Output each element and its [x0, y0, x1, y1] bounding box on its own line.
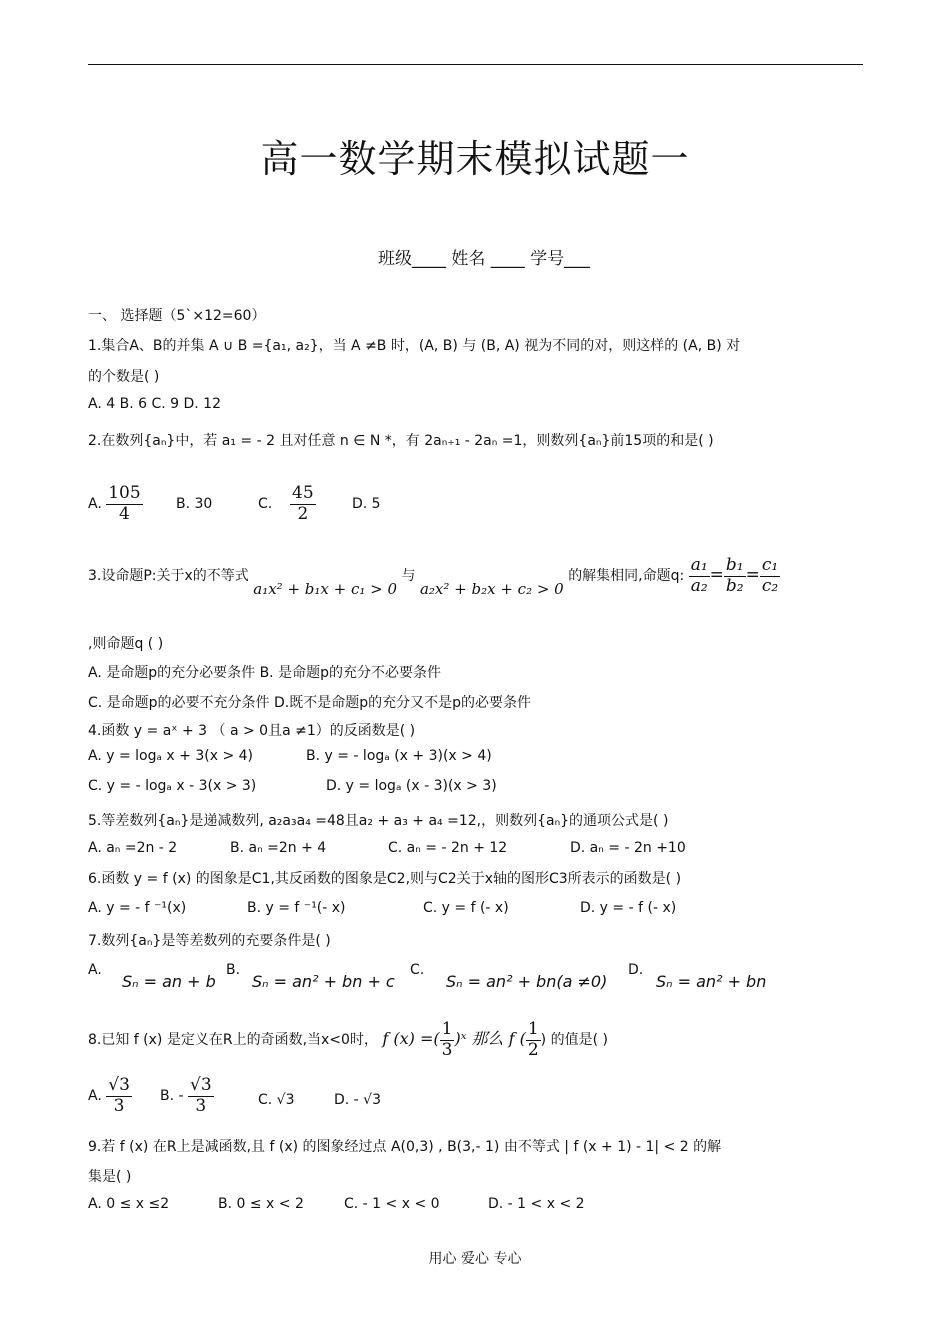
fraction-a — [689, 556, 710, 596]
page-title: 高一数学期末模拟试题一 — [260, 137, 690, 181]
question-6: 6.函数 y = f (x) 的图象是C1,其反函数的图象是C2,则与C2关于x轴的图形C3所表示的函数是( ) — [88, 871, 682, 887]
q3-text: 3.设命题P:关于x的不等式 — [88, 568, 249, 585]
numerator: 105 — [108, 483, 141, 503]
question-3-cont: ,则命题q ( ) — [88, 636, 164, 652]
denominator: b₂ — [725, 575, 744, 596]
question-2-option-d: D. 5 — [352, 496, 381, 512]
fraction — [188, 1076, 214, 1116]
section-heading: 一、 选择题（5`×12=60） — [88, 308, 266, 324]
equals: = — [709, 565, 724, 586]
fraction-b — [724, 556, 746, 596]
question-8-option-c: C. √3 — [258, 1092, 295, 1108]
question-7-option-c-label: C. — [410, 962, 425, 978]
header-rule — [88, 64, 863, 65]
question-1: 1.集合A、B的并集 A ∪ B ={a₁, a₂}，当 A ≠B 时，(A, B) 与 (B, A) 视为不同的对，则这样的 (A, B) 对 — [88, 338, 741, 354]
question-7-option-c: Sₙ = an² + bn(a ≠0) — [446, 972, 608, 991]
question-9: 9.若 f (x) 在R上是减函数,且 f (x) 的图象经过点 A(0,3) , B(3,- 1) 由不等式 | f (x + 1) - 1| < 2 的解 — [88, 1139, 722, 1155]
denominator: 3 — [441, 1039, 453, 1060]
question-7-option-d-label: D. — [628, 962, 644, 978]
question-1-cont: 的个数是( ) — [88, 369, 160, 385]
denominator: 3 — [113, 1095, 125, 1116]
denominator: 3 — [195, 1095, 207, 1116]
question-6-option-c: C. y = f (- x) — [423, 900, 509, 916]
page-footer: 用心 爱心 专心 — [428, 1251, 522, 1267]
question-3 — [88, 555, 780, 599]
question-4-option-b: B. y = - logₐ (x + 3)(x > 4) — [306, 748, 492, 764]
numerator: b₁ — [725, 555, 744, 575]
question-5: 5.等差数列{aₙ}是递减数列, a₂a₃a₄ =48且a₂ + a₃ + a₄ =12,，则数列{aₙ}的通项公式是( ) — [88, 813, 669, 829]
fraction-one-third — [440, 1020, 455, 1060]
question-9-option-c: C. - 1 < x < 0 — [344, 1196, 440, 1212]
question-3-options-2: C. 是命题p的必要不充分条件 D.既不是命题p的充分又不是p的必要条件 — [88, 695, 532, 711]
question-7-option-b-label: B. — [226, 962, 241, 978]
question-3-options-1: A. 是命题p的充分必要条件 B. 是命题p的充分不必要条件 — [88, 665, 441, 681]
denominator: 4 — [119, 503, 130, 524]
question-4-option-c: C. y = - logₐ x - 3(x > 3) — [88, 778, 257, 794]
fx-tail: )ˣ 那么 f ( — [454, 1029, 526, 1049]
question-7-option-a-label: A. — [88, 962, 102, 978]
question-2-option-b: B. 30 — [176, 496, 213, 512]
inequality-1: a₁x² + b₁x + c₁ > 0 — [253, 580, 398, 599]
fraction-c — [760, 556, 780, 596]
question-6-option-d: D. y = - f (- x) — [580, 900, 677, 916]
fraction-one-half — [526, 1020, 541, 1060]
question-5-option-d: D. aₙ = - 2n +10 — [570, 840, 686, 856]
q3-with: 与 — [401, 568, 416, 585]
fx-expr: f (x) =( — [382, 1029, 440, 1049]
numerator: a₁ — [690, 555, 708, 575]
question-2: 2.在数列{aₙ}中，若 a₁ = - 2 且对任意 n ∈ N *，有 2aₙ₊₁ - 2aₙ =1，则数列{aₙ}前15项的和是( ) — [88, 433, 714, 449]
question-8-option-b — [160, 1076, 214, 1116]
question-6-option-a: A. y = - f ⁻¹(x) — [88, 900, 187, 916]
question-5-option-a: A. aₙ =2n - 2 — [88, 840, 178, 856]
question-1-options: A. 4 B. 6 C. 9 D. 12 — [88, 396, 221, 412]
question-9-cont: 集是( ) — [88, 1169, 132, 1185]
q3-text-b: 的解集相同,命题q: — [568, 568, 685, 585]
numerator: c₁ — [761, 555, 779, 575]
fraction — [106, 1076, 132, 1116]
question-7-option-b: Sₙ = an² + bn + c — [252, 972, 395, 991]
equals: = — [745, 565, 760, 586]
denominator: 2 — [527, 1039, 539, 1060]
option-label: A. — [88, 496, 102, 513]
question-9-option-d: D. - 1 < x < 2 — [488, 1196, 585, 1212]
question-7: 7.数列{aₙ}是等差数列的充要条件是( ) — [88, 933, 331, 949]
question-8 — [88, 1020, 608, 1060]
question-2-option-a — [88, 484, 143, 524]
question-4-option-d: D. y = logₐ (x - 3)(x > 3) — [326, 778, 497, 794]
numerator: √3 — [108, 1075, 130, 1095]
denominator: 2 — [297, 503, 309, 524]
question-9-option-a: A. 0 ≤ x ≤2 — [88, 1196, 170, 1212]
numerator: 1 — [527, 1019, 539, 1039]
question-5-option-c: C. aₙ = - 2n + 12 — [388, 840, 508, 856]
q8-text: 8.已知 f (x) 是定义在R上的奇函数,当x<0时， — [88, 1032, 378, 1049]
option-label: A. — [88, 1088, 102, 1105]
inequality-2: a₂x² + b₂x + c₂ > 0 — [419, 580, 564, 599]
question-7-option-a: Sₙ = an + b — [122, 972, 216, 991]
numerator: 1 — [441, 1019, 453, 1039]
question-2-option-c — [258, 484, 316, 524]
option-label: C. — [258, 496, 273, 513]
q8-text-b: ) 的值是( ) — [540, 1032, 608, 1049]
question-4-option-a: A. y = logₐ x + 3(x > 4) — [88, 748, 253, 764]
denominator: a₂ — [690, 575, 708, 596]
fraction — [106, 484, 142, 524]
question-7-option-d: Sₙ = an² + bn — [656, 972, 767, 991]
question-4: 4.函数 y = aˣ + 3 （ a > 0且a ≠1）的反函数是( ) — [88, 723, 416, 739]
question-6-option-b: B. y = f ⁻¹(- x) — [247, 900, 346, 916]
numerator: √3 — [190, 1075, 212, 1095]
question-8-option-a — [88, 1076, 132, 1116]
option-label: B. - — [160, 1088, 184, 1105]
denominator: c₂ — [761, 575, 779, 596]
question-9-option-b: B. 0 ≤ x < 2 — [218, 1196, 304, 1212]
student-info-line: 班级____ 姓名 ____ 学号___ — [378, 249, 590, 269]
question-5-option-b: B. aₙ =2n + 4 — [230, 840, 327, 856]
numerator: 45 — [292, 483, 314, 503]
fraction — [290, 484, 316, 524]
question-8-option-d: D. - √3 — [334, 1092, 382, 1108]
